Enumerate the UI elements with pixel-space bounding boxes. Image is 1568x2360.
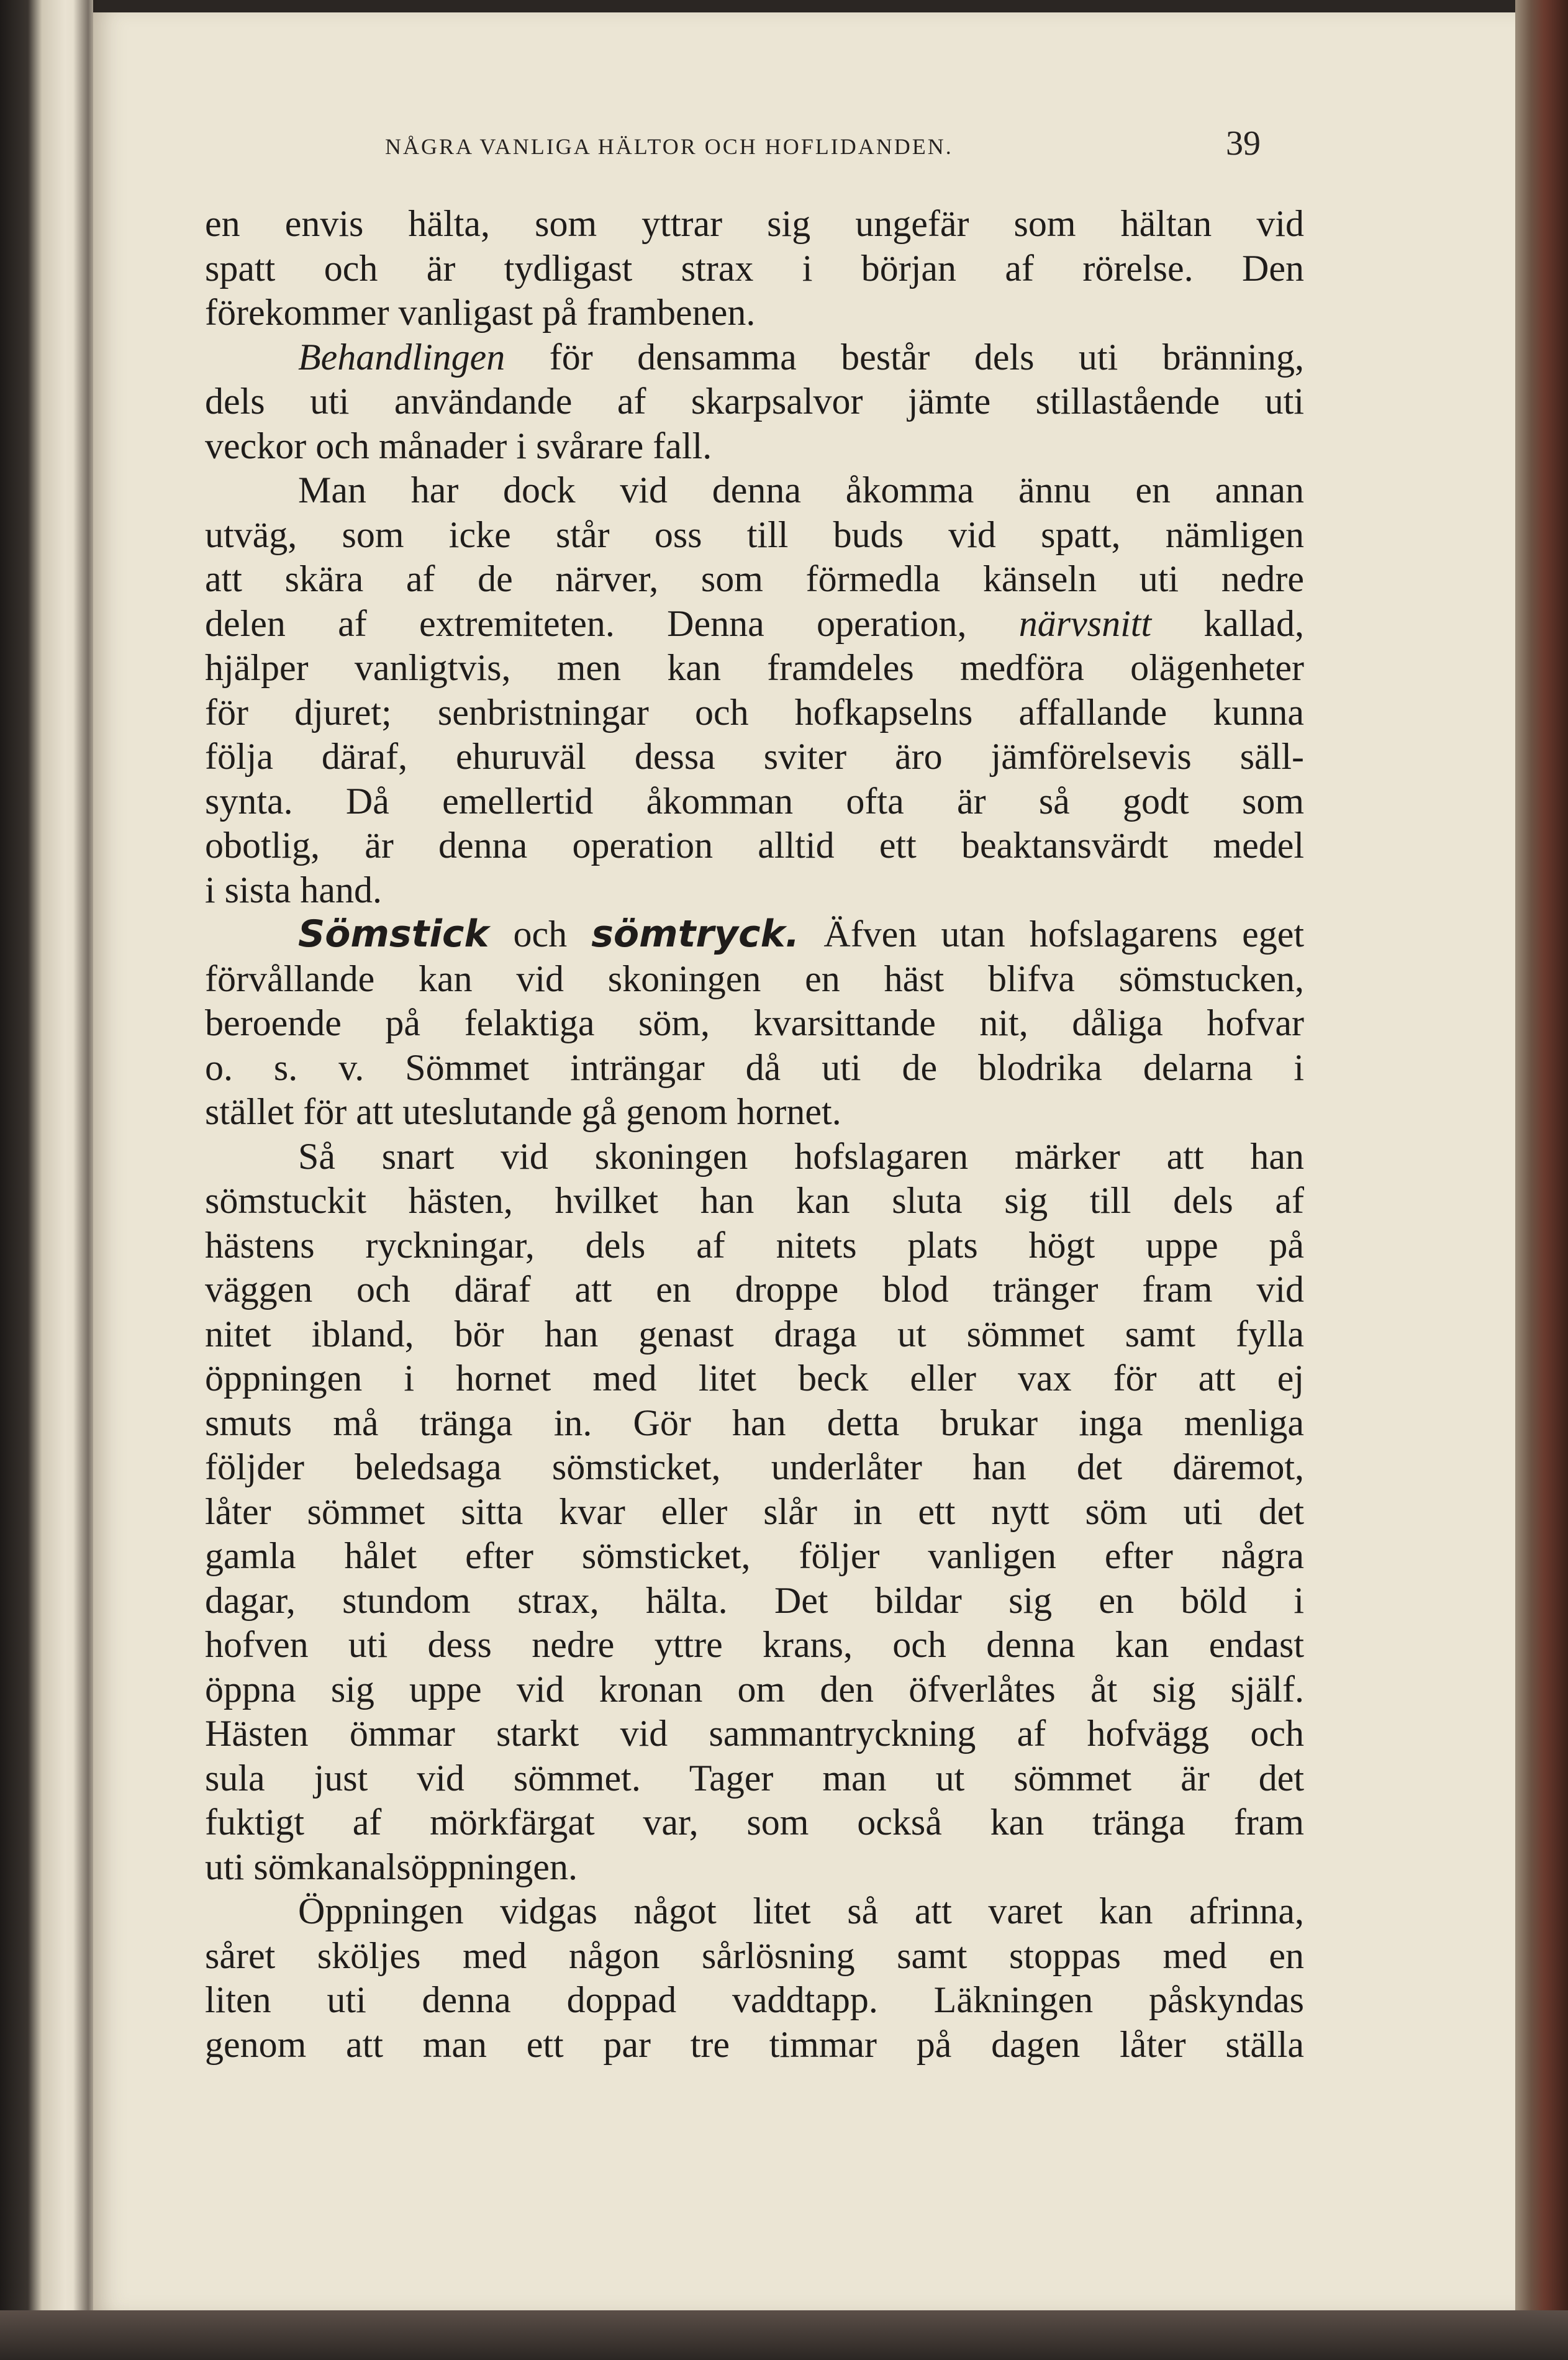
text-line: genom att man ett par tre timmar på dagen låter ställa	[205, 2023, 1304, 2065]
text-line: hjälper vanligtvis, men kan framdeles medföra olägenheter	[205, 647, 1304, 688]
text-line: en envis hälta, som yttrar sig ungefär som hältan vid	[205, 203, 1304, 244]
text-line: förekommer vanligast på frambenen.	[205, 292, 756, 333]
text-line: öppningen i hornet med litet beck eller vax för att ej	[205, 1358, 1304, 1399]
text-line: synta. Då emellertid åkomman ofta är så godt som	[205, 780, 1304, 822]
text-line: i sista hand.	[205, 869, 382, 910]
text-line: följa däraf, ehuruväl dessa sviter äro jämförelsevis säll-	[205, 736, 1304, 777]
body-text	[205, 202, 1304, 2067]
text-line: Så snart vid skoningen hofslagaren märker att han	[298, 1135, 1304, 1177]
text-line: uti sömkanalsöppningen.	[205, 1846, 578, 1887]
text-line: obotlig, är denna operation alltid ett beaktansvärdt medel	[205, 825, 1304, 866]
text-line: att skära af de närver, som förmedla känseln uti nedre	[205, 558, 1304, 599]
text-line: smuts må tränga in. Gör han detta brukar inga menliga	[205, 1402, 1304, 1443]
page-number: 39	[1226, 124, 1261, 163]
text-line: sömstuckit hästen, hvilket han kan sluta sig till dels af	[205, 1180, 1304, 1221]
book-cover-right-edge	[1515, 0, 1568, 2360]
text-line: Hästen ömmar starkt vid sammantryckning af hofvägg och	[205, 1713, 1304, 1754]
running-title: NÅGRA VANLIGA HÄLTOR OCH HOFLIDANDEN.	[385, 134, 953, 159]
book-bottom-edge	[0, 2310, 1568, 2360]
text-line: dels uti användande af skarpsalvor jämte stillastående uti	[205, 381, 1304, 422]
text-line: gamla hålet efter sömsticket, följer vanligen efter några	[205, 1535, 1304, 1576]
text-line: nitet ibland, bör han genast draga ut sömmet samt fylla	[205, 1313, 1304, 1355]
text-line: fuktigt af mörkfärgat var, som också kan tränga fram	[205, 1802, 1304, 1843]
text-line: väggen och däraf att en droppe blod tränger fram vid	[205, 1269, 1304, 1310]
text-line: Sömstick och sömtryck. Äfven utan hofslagarens eget	[298, 912, 1304, 956]
text-line: Öppningen vidgas något litet så att varet kan afrinna,	[298, 1890, 1304, 1931]
text-line: förvållande kan vid skoningen en häst blifva sömstucken,	[205, 958, 1304, 999]
text-line: o. s. v. Sömmet inträngar då uti de blodrika delarna i	[205, 1046, 1304, 1088]
text-line: följder beledsaga sömsticket, underlåter han det däremot,	[205, 1446, 1304, 1487]
text-line: beroende på felaktiga söm, kvarsittande nit, dåliga hofvar	[205, 1002, 1304, 1043]
italic-term: närvsnitt	[1018, 602, 1152, 644]
text-line: öppna sig uppe vid kronan om den öfverlåtes åt sig själf.	[205, 1668, 1304, 1710]
text-line: för djuret; senbristningar och hofkapselns affallande kunna	[205, 691, 1304, 733]
text-line: delen af extremiteten. Denna operation, närvsnitt kallad,	[205, 602, 1304, 644]
text-line: spatt och är tydligast strax i början af rörelse. Den	[205, 247, 1304, 289]
text-line: hästens ryckningar, dels af nitets plats högt uppe på	[205, 1224, 1304, 1266]
text-line: stället för att uteslutande gå genom hornet.	[205, 1091, 841, 1132]
text-line: såret sköljes med någon sårlösning samt stoppas med en	[205, 1935, 1304, 1976]
text-line: Man har dock vid denna åkomma ännu en annan	[298, 470, 1304, 511]
text-line: liten uti denna doppad vaddtapp. Läkningen påskyndas	[205, 1979, 1304, 2020]
text-line: sula just vid sömmet. Tager man ut sömmet är det	[205, 1757, 1304, 1799]
text-line: utväg, som icke står oss till buds vid spatt, nämligen	[205, 514, 1304, 555]
page-header	[205, 124, 1304, 177]
section-heading: sömtryck.	[591, 912, 800, 956]
text-line: låter sömmet sitta kvar eller slår in ett nytt söm uti det	[205, 1491, 1304, 1532]
section-heading: Sömstick	[298, 912, 489, 956]
text-line: dagar, stundom strax, hälta. Det bildar sig en böld i	[205, 1579, 1304, 1621]
text-line: hofven uti dess nedre yttre krans, och denna kan endast	[205, 1624, 1304, 1665]
text-line: Behandlingen för densamma består dels uti bränning,	[298, 336, 1304, 378]
text-line: veckor och månader i svårare fall.	[205, 425, 712, 466]
italic-term: Behandlingen	[298, 336, 505, 378]
